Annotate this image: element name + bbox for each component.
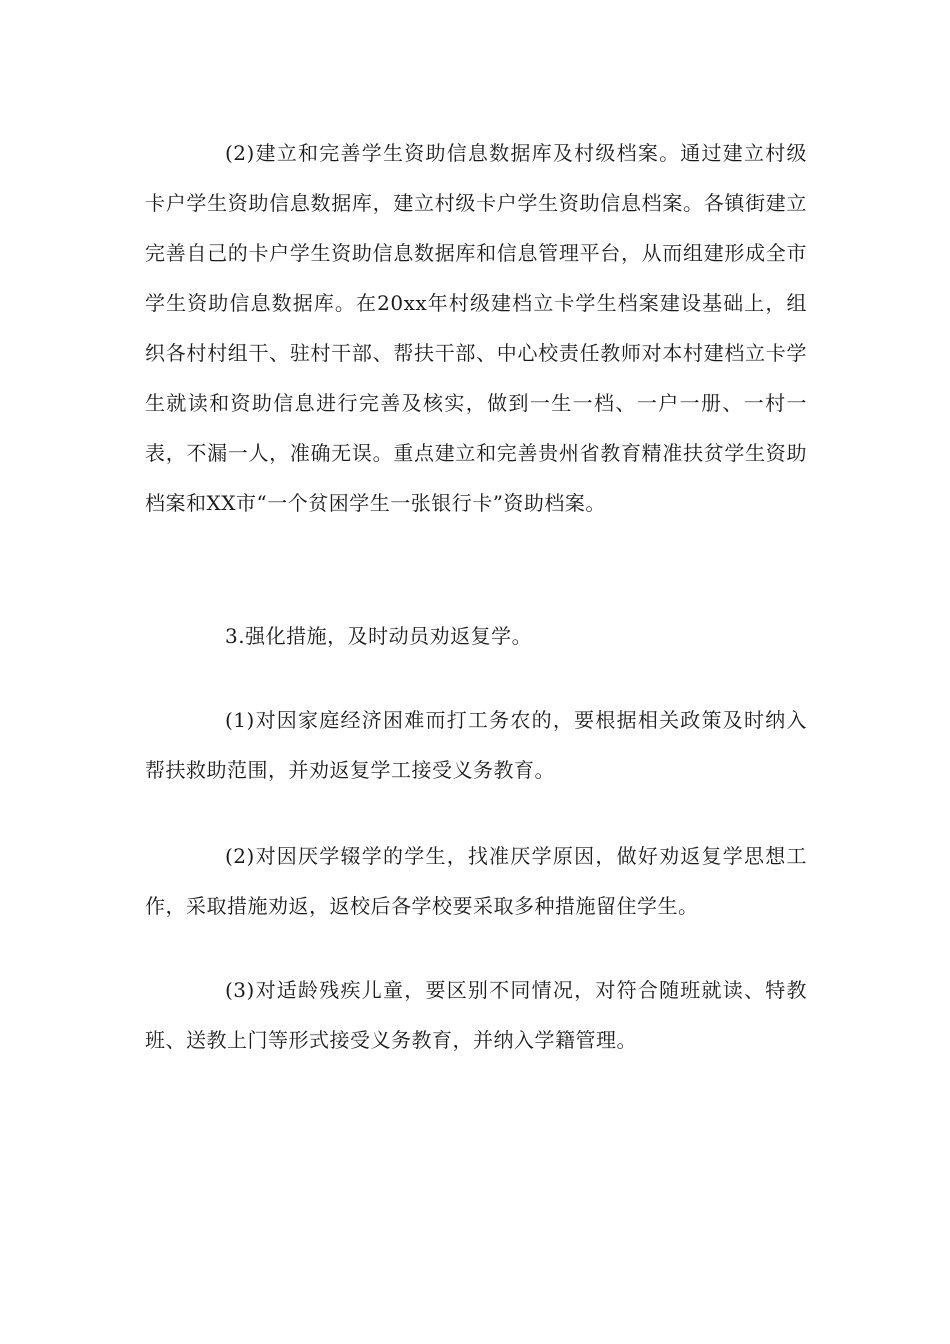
paragraph-disabled-children: (3)对适龄残疾儿童，要区别不同情况，对符合随班就读、特教班、送教上门等形式接受义务教育，并纳入学籍管理。: [145, 978, 807, 1052]
section-heading-measures: 3.强化措施，及时动员劝返复学。: [225, 624, 533, 648]
paragraph-school-aversion: (2)对因厌学辍学的学生，找准厌学原因，做好劝返复学思想工作，采取措施劝返，返校后各学校要采取多种措施留住学生。: [145, 844, 807, 918]
paragraph-database-archive: (2)建立和完善学生资助信息数据库及村级档案。通过建立村级卡户学生资助信息数据库，建立村级卡户学生资助信息档案。各镇街建立完善自己的卡户学生资助信息数据库和信息管理平台，从而组建形成全市学生资助信息数据库。在20xx年村级建档立卡学生档案建设基础上，组织各村村组干、驻村干部、帮扶干部、中心校责任教师对本村建档立卡学生就读和资助信息进行完善及核实，做到一生一档、一户一册、一村一表，不漏一人，准确无误。重点建立和完善贵州省教育精准扶贫学生资助档案和XX市“一个贫困学生一张银行卡”资助档案。: [145, 141, 807, 515]
paragraph-economic-hardship: (1)对因家庭经济困难而打工务农的，要根据相关政策及时纳入帮扶救助范围，并劝返复学工接受义务教育。: [145, 708, 807, 782]
